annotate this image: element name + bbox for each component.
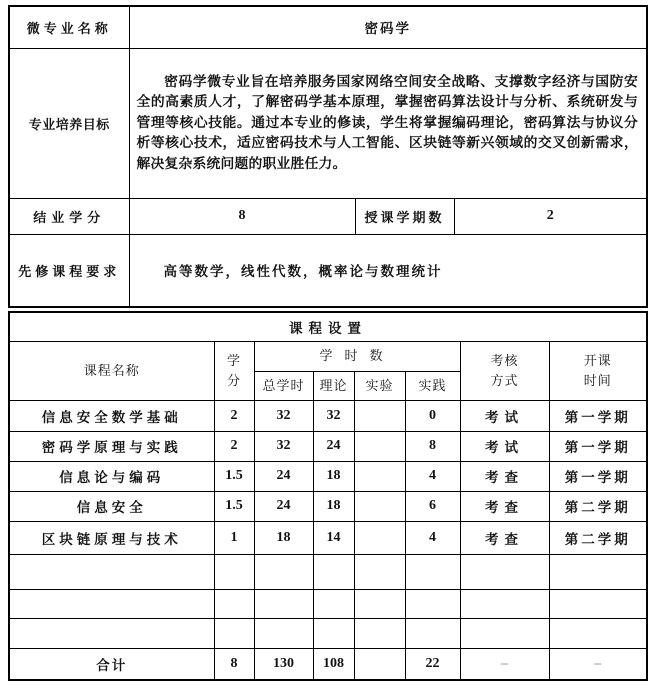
total-row: [9, 648, 647, 680]
practice-cell: 4: [405, 461, 460, 491]
assessment-cell: 考试: [460, 400, 549, 431]
program-name-label: 微专业名称: [9, 6, 129, 48]
total-label: 合计: [9, 648, 214, 680]
assessment-cell: 考试: [460, 431, 549, 461]
empty-course-row: [9, 618, 647, 648]
credit-cell: 2: [214, 400, 254, 431]
empty-cell: [254, 554, 313, 589]
empty-cell: [460, 618, 549, 648]
empty-cell: [254, 618, 313, 648]
credit-cell: 1.5: [214, 491, 254, 521]
theory-cell: 18: [313, 461, 354, 491]
course-row: [9, 521, 647, 554]
course-row: [9, 461, 647, 491]
empty-cell: [254, 589, 313, 618]
credit-value: 8: [129, 198, 355, 234]
empty-cell: [313, 618, 354, 648]
empty-cell: [214, 589, 254, 618]
credits-row: [9, 198, 647, 234]
empty-cell: [313, 554, 354, 589]
experiment-cell: [354, 400, 405, 431]
empty-cell: [460, 589, 549, 618]
col-header-assessment: [460, 341, 549, 400]
credit-cell: 1: [214, 521, 254, 554]
time-cell: 第一学期: [549, 461, 647, 491]
empty-cell: [214, 618, 254, 648]
col-header-assessment-line1: 考核: [490, 353, 519, 368]
objective-label: 专业培养目标: [9, 48, 129, 198]
experiment-cell: [354, 461, 405, 491]
col-header-start-time-line1: 开课: [583, 353, 612, 368]
total-credit: 8: [214, 648, 254, 680]
col-header-hours-group: 学时数: [254, 341, 460, 371]
course-name-cell: 区块链原理与技术: [9, 521, 214, 554]
time-cell: 第二学期: [549, 521, 647, 554]
time-cell: 第二学期: [549, 491, 647, 521]
empty-cell: [405, 554, 460, 589]
col-header-start-time-line2: 时间: [583, 372, 612, 388]
col-header-practice: 实践: [405, 371, 460, 400]
col-header-theory: 理论: [313, 371, 354, 400]
empty-cell: [9, 554, 214, 589]
col-header-credit-line1: 学: [226, 353, 241, 368]
program-info-table: [8, 5, 648, 308]
empty-cell: [405, 618, 460, 648]
course-name-cell: 信息论与编码: [9, 461, 214, 491]
experiment-cell: [354, 521, 405, 554]
total-time: –: [549, 648, 647, 680]
total-experiment: [354, 648, 405, 680]
col-header-experiment: 实验: [354, 371, 405, 400]
course-row: [9, 491, 647, 521]
objective-row: [9, 48, 647, 198]
total-hours-cell: 32: [254, 431, 313, 461]
course-row: [9, 400, 647, 431]
col-header-assessment-line2: 方式: [490, 372, 519, 388]
theory-cell: 32: [313, 400, 354, 431]
col-header-course-name: 课程名称: [9, 341, 214, 400]
total-hours-cell: 18: [254, 521, 313, 554]
empty-cell: [313, 589, 354, 618]
assessment-cell: 考查: [460, 521, 549, 554]
semester-count-value: 2: [454, 198, 647, 234]
empty-cell: [549, 554, 647, 589]
practice-cell: 8: [405, 431, 460, 461]
prereq-label: 先修课程要求: [9, 234, 129, 307]
experiment-cell: [354, 431, 405, 461]
experiment-cell: [354, 491, 405, 521]
total-hours-cell: 32: [254, 400, 313, 431]
col-header-total-hours: 总学时: [254, 371, 313, 400]
empty-cell: [354, 618, 405, 648]
total-practice: 22: [405, 648, 460, 680]
assessment-cell: 考查: [460, 491, 549, 521]
credit-cell: 1.5: [214, 461, 254, 491]
course-header-row-top: [9, 341, 647, 371]
course-name-cell: 信息安全: [9, 491, 214, 521]
total-assessment: –: [460, 648, 549, 680]
prerequisite-row: [9, 234, 647, 307]
col-header-credit: [214, 341, 254, 400]
program-name-value: 密码学: [129, 6, 647, 48]
course-row: [9, 431, 647, 461]
empty-cell: [549, 589, 647, 618]
practice-cell: 4: [405, 521, 460, 554]
semester-count-label: 授课学期数: [355, 198, 454, 234]
total-hours: 130: [254, 648, 313, 680]
empty-cell: [549, 618, 647, 648]
total-theory: 108: [313, 648, 354, 680]
empty-cell: [460, 554, 549, 589]
empty-cell: [354, 589, 405, 618]
time-cell: 第一学期: [549, 400, 647, 431]
empty-course-row: [9, 589, 647, 618]
objective-text: 密码学微专业旨在培养服务国家网络空间安全战略、支撑数字经济与国防安全的高素质人才，了解密码学基本原理，掌握密码算法设计与分析、系统研发与管理等核心技能。通过本专业的修读，学生将掌握编码理论，密码算法与协议分析等核心技术，适应密码技术与人工智能、区块链等新兴领域的交叉创新需求，解决复杂系统问题的职业胜任力。: [129, 48, 647, 198]
course-table: [8, 311, 648, 681]
course-section-title: 课程设置: [9, 312, 647, 341]
assessment-cell: 考查: [460, 461, 549, 491]
theory-cell: 14: [313, 521, 354, 554]
empty-cell: [214, 554, 254, 589]
theory-cell: 24: [313, 431, 354, 461]
empty-cell: [9, 618, 214, 648]
total-hours-cell: 24: [254, 461, 313, 491]
col-header-credit-line2: 分: [226, 372, 241, 388]
col-header-start-time: [549, 341, 647, 400]
total-hours-cell: 24: [254, 491, 313, 521]
practice-cell: 0: [405, 400, 460, 431]
credit-label: 结业学分: [9, 198, 129, 234]
theory-cell: 18: [313, 491, 354, 521]
credit-cell: 2: [214, 431, 254, 461]
empty-cell: [354, 554, 405, 589]
practice-cell: 6: [405, 491, 460, 521]
course-name-cell: 信息安全数学基础: [9, 400, 214, 431]
empty-cell: [405, 589, 460, 618]
empty-cell: [9, 589, 214, 618]
empty-course-row: [9, 554, 647, 589]
time-cell: 第一学期: [549, 431, 647, 461]
prereq-value: 高等数学，线性代数，概率论与数理统计: [129, 234, 647, 307]
course-section-title-row: [9, 312, 647, 341]
course-name-cell: 密码学原理与实践: [9, 431, 214, 461]
program-name-row: [9, 6, 647, 48]
